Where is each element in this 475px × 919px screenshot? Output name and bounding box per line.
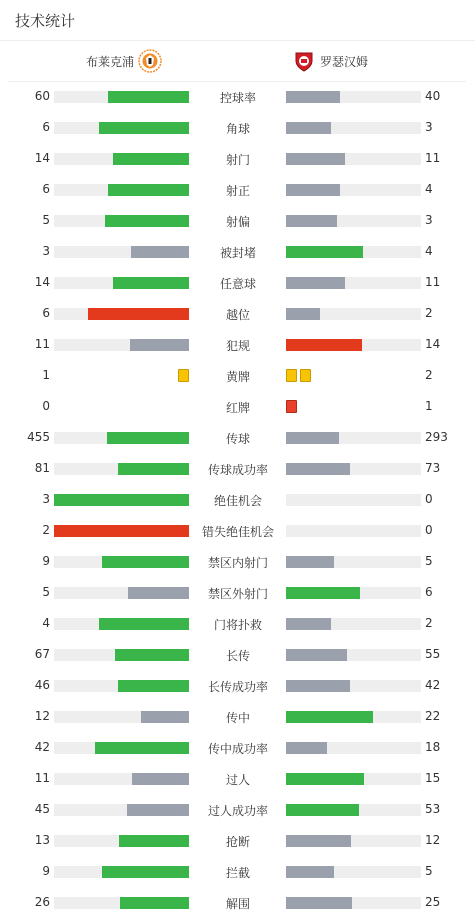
- stats-list: [0, 81, 475, 918]
- away-value: 4: [425, 182, 433, 196]
- away-value: 5: [425, 554, 433, 568]
- home-value: 4: [42, 616, 50, 630]
- home-bar: [113, 277, 189, 289]
- stat-row: [0, 794, 475, 825]
- stat-label: 拦截: [225, 866, 250, 880]
- away-bar-track: [286, 246, 421, 258]
- home-bar-track: [54, 184, 189, 196]
- away-bar-track: [286, 153, 421, 165]
- away-value: 25: [425, 895, 441, 909]
- away-bar: [286, 122, 331, 134]
- home-bar-track: [54, 308, 189, 320]
- away-bar-track: [286, 556, 421, 568]
- home-bar-track: [54, 277, 189, 289]
- home-value: 2: [42, 523, 50, 537]
- away-value: 4: [425, 244, 433, 258]
- away-bar-track: [286, 618, 421, 630]
- away-bar: [286, 339, 362, 351]
- home-bar: [127, 804, 189, 816]
- stat-label: 过人: [225, 773, 250, 787]
- away-bar-track: [286, 339, 421, 351]
- stat-label: 禁区外射门: [207, 587, 268, 601]
- home-bar: [130, 339, 189, 351]
- away-bar-track: [286, 215, 421, 227]
- home-value: 46: [34, 678, 50, 692]
- stat-label: 传中成功率: [207, 742, 268, 756]
- stat-label: 绝佳机会: [213, 494, 262, 508]
- away-value: 3: [425, 120, 433, 134]
- stat-row: [0, 174, 475, 205]
- stat-row: [0, 484, 475, 515]
- home-bar: [118, 680, 189, 692]
- away-bar: [286, 587, 360, 599]
- away-bar-track: [286, 649, 421, 661]
- home-bar: [119, 835, 189, 847]
- stat-row: [0, 360, 475, 391]
- away-bar: [286, 897, 352, 909]
- home-bar-track: [54, 773, 189, 785]
- home-bar: [102, 556, 189, 568]
- home-bar-track: [54, 711, 189, 723]
- away-bar: [286, 432, 339, 444]
- home-value: 14: [34, 151, 50, 165]
- away-value: 14: [425, 337, 441, 351]
- home-value: 67: [34, 647, 50, 661]
- away-bar-track: [286, 773, 421, 785]
- stat-row: [0, 670, 475, 701]
- yellow-card-icon: [178, 369, 189, 382]
- home-value: 14: [34, 275, 50, 289]
- stat-row: [0, 329, 475, 360]
- home-value: 5: [42, 213, 50, 227]
- stat-row: [0, 732, 475, 763]
- away-value: 18: [425, 740, 441, 754]
- away-bar-track: [286, 897, 421, 909]
- home-bar: [105, 215, 189, 227]
- away-value: 2: [425, 306, 433, 320]
- home-value: 3: [42, 244, 50, 258]
- away-team[interactable]: [292, 41, 368, 81]
- team-header: [0, 41, 475, 81]
- away-bar-track: [286, 587, 421, 599]
- home-bar: [128, 587, 189, 599]
- stat-label: 射门: [225, 153, 250, 167]
- away-value: 6: [425, 585, 433, 599]
- away-bar: [286, 773, 364, 785]
- stat-label: 射正: [225, 184, 250, 198]
- stat-label: 过人成功率: [207, 804, 268, 818]
- stat-label: 犯规: [225, 339, 250, 353]
- home-bar-track: [54, 804, 189, 816]
- away-bar: [286, 463, 350, 475]
- away-bar: [286, 835, 351, 847]
- home-bar-track: [54, 742, 189, 754]
- stat-row: [0, 453, 475, 484]
- home-value: 455: [27, 430, 50, 444]
- away-bar-track: [286, 835, 421, 847]
- home-bar: [115, 649, 189, 661]
- home-value: 1: [42, 368, 50, 382]
- away-bar: [286, 556, 334, 568]
- stat-label: 传球成功率: [207, 463, 268, 477]
- stat-row: [0, 577, 475, 608]
- stat-row: [0, 205, 475, 236]
- away-bar-track: [286, 91, 421, 103]
- home-bar: [108, 91, 189, 103]
- away-bar-track: [286, 711, 421, 723]
- away-bar: [286, 649, 347, 661]
- stat-row: [0, 515, 475, 546]
- home-value: 9: [42, 554, 50, 568]
- home-bar: [131, 246, 189, 258]
- home-bar: [102, 866, 189, 878]
- away-value: 22: [425, 709, 441, 723]
- home-cards: [178, 369, 189, 382]
- away-cards: [286, 369, 311, 382]
- home-bar-track: [54, 618, 189, 630]
- home-bar-track: [54, 494, 189, 506]
- stat-label: 错失绝佳机会: [201, 525, 274, 539]
- home-bar: [54, 525, 189, 537]
- away-value: 15: [425, 771, 441, 785]
- home-bar: [99, 618, 189, 630]
- stat-row: [0, 856, 475, 887]
- stat-row: [0, 763, 475, 794]
- home-value: 9: [42, 864, 50, 878]
- home-value: 6: [42, 120, 50, 134]
- away-bar-track: [286, 680, 421, 692]
- away-bar: [286, 680, 350, 692]
- away-bar-track: [286, 184, 421, 196]
- home-value: 0: [42, 399, 50, 413]
- away-bar-track: [286, 277, 421, 289]
- stat-row: [0, 236, 475, 267]
- away-value: 0: [425, 492, 433, 506]
- stat-row: [0, 112, 475, 143]
- stat-label: 传中: [225, 711, 250, 725]
- away-bar: [286, 308, 320, 320]
- away-bar: [286, 711, 373, 723]
- home-value: 11: [34, 771, 50, 785]
- away-bar: [286, 246, 363, 258]
- home-team[interactable]: [86, 41, 162, 81]
- away-bar-track: [286, 463, 421, 475]
- away-value: 11: [425, 151, 441, 165]
- away-bar: [286, 866, 334, 878]
- stat-label: 被封堵: [219, 246, 256, 260]
- away-team-name: 罗瑟汉姆: [320, 54, 369, 69]
- home-team-name: 布莱克浦: [85, 54, 134, 69]
- stat-label: 门将扑救: [213, 618, 262, 632]
- home-value: 12: [34, 709, 50, 723]
- away-value: 42: [425, 678, 441, 692]
- away-value: 40: [425, 89, 441, 103]
- home-value: 5: [42, 585, 50, 599]
- stat-label: 抢断: [225, 835, 250, 849]
- stat-label: 解围: [225, 897, 250, 911]
- section-title: 技术统计: [15, 12, 76, 30]
- stat-row: [0, 608, 475, 639]
- away-value: 1: [425, 399, 433, 413]
- away-value: 53: [425, 802, 441, 816]
- home-bar-track: [54, 556, 189, 568]
- stat-row: [0, 701, 475, 732]
- home-bar-track: [54, 432, 189, 444]
- stat-row: [0, 887, 475, 918]
- home-bar-track: [54, 153, 189, 165]
- stat-label: 长传成功率: [207, 680, 268, 694]
- home-value: 6: [42, 182, 50, 196]
- away-value: 3: [425, 213, 433, 227]
- home-bar: [99, 122, 189, 134]
- stat-label: 越位: [225, 308, 250, 322]
- away-bar: [286, 91, 340, 103]
- home-bar-track: [54, 339, 189, 351]
- stat-label: 传球: [225, 432, 250, 446]
- home-value: 81: [34, 461, 50, 475]
- away-bar: [286, 184, 340, 196]
- away-cards: [286, 400, 297, 413]
- away-value: 12: [425, 833, 441, 847]
- stat-row: [0, 391, 475, 422]
- away-value: 2: [425, 368, 433, 382]
- home-value: 13: [34, 833, 50, 847]
- stat-row: [0, 143, 475, 174]
- stat-label: 射偏: [225, 215, 250, 229]
- away-value: 2: [425, 616, 433, 630]
- home-value: 60: [34, 89, 50, 103]
- home-bar-track: [54, 122, 189, 134]
- away-bar-track: [286, 122, 421, 134]
- home-bar: [108, 184, 189, 196]
- home-bar-track: [54, 649, 189, 661]
- away-bar-track: [286, 308, 421, 320]
- away-value: 5: [425, 864, 433, 878]
- home-bar: [113, 153, 189, 165]
- away-bar: [286, 804, 359, 816]
- home-bar: [88, 308, 189, 320]
- away-bar-track: [286, 804, 421, 816]
- home-bar: [120, 897, 189, 909]
- stat-label: 控球率: [219, 91, 256, 105]
- home-bar-track: [54, 866, 189, 878]
- stat-label: 黄牌: [225, 370, 250, 384]
- red-card-icon: [286, 400, 297, 413]
- home-bar-track: [54, 215, 189, 227]
- home-bar-track: [54, 680, 189, 692]
- stat-row: [0, 639, 475, 670]
- stat-label: 长传: [225, 649, 250, 663]
- home-bar-track: [54, 835, 189, 847]
- away-bar: [286, 742, 327, 754]
- home-bar: [141, 711, 189, 723]
- stat-row: [0, 422, 475, 453]
- home-bar: [54, 494, 189, 506]
- away-bar: [286, 618, 331, 630]
- yellow-card-icon: [286, 369, 297, 382]
- home-bar-track: [54, 897, 189, 909]
- home-value: 42: [34, 740, 50, 754]
- away-bar-track: [286, 432, 421, 444]
- away-value: 293: [425, 430, 448, 444]
- home-team-logo-icon: [138, 49, 162, 73]
- away-team-logo-icon: [292, 49, 316, 73]
- home-bar-track: [54, 587, 189, 599]
- away-bar-track: [286, 525, 421, 537]
- away-value: 0: [425, 523, 433, 537]
- stat-row: [0, 267, 475, 298]
- away-value: 55: [425, 647, 441, 661]
- stat-row: [0, 81, 475, 112]
- stat-row: [0, 825, 475, 856]
- away-bar-track: [286, 742, 421, 754]
- home-value: 26: [34, 895, 50, 909]
- home-bar-track: [54, 525, 189, 537]
- home-bar-track: [54, 91, 189, 103]
- stat-row: [0, 546, 475, 577]
- stat-label: 角球: [225, 122, 250, 136]
- home-bar: [132, 773, 189, 785]
- away-value: 73: [425, 461, 441, 475]
- away-value: 11: [425, 275, 441, 289]
- home-value: 6: [42, 306, 50, 320]
- away-bar: [286, 215, 337, 227]
- away-bar: [286, 277, 345, 289]
- stat-label: 红牌: [225, 401, 250, 415]
- away-bar: [286, 153, 345, 165]
- stat-row: [0, 298, 475, 329]
- yellow-card-icon: [300, 369, 311, 382]
- home-bar-track: [54, 463, 189, 475]
- home-bar-track: [54, 246, 189, 258]
- stat-label: 禁区内射门: [207, 556, 268, 570]
- away-bar-track: [286, 494, 421, 506]
- home-value: 45: [34, 802, 50, 816]
- away-bar-track: [286, 866, 421, 878]
- home-bar: [95, 742, 190, 754]
- home-bar: [107, 432, 189, 444]
- stat-label: 任意球: [219, 277, 256, 291]
- home-value: 11: [34, 337, 50, 351]
- home-bar: [118, 463, 189, 475]
- home-value: 3: [42, 492, 50, 506]
